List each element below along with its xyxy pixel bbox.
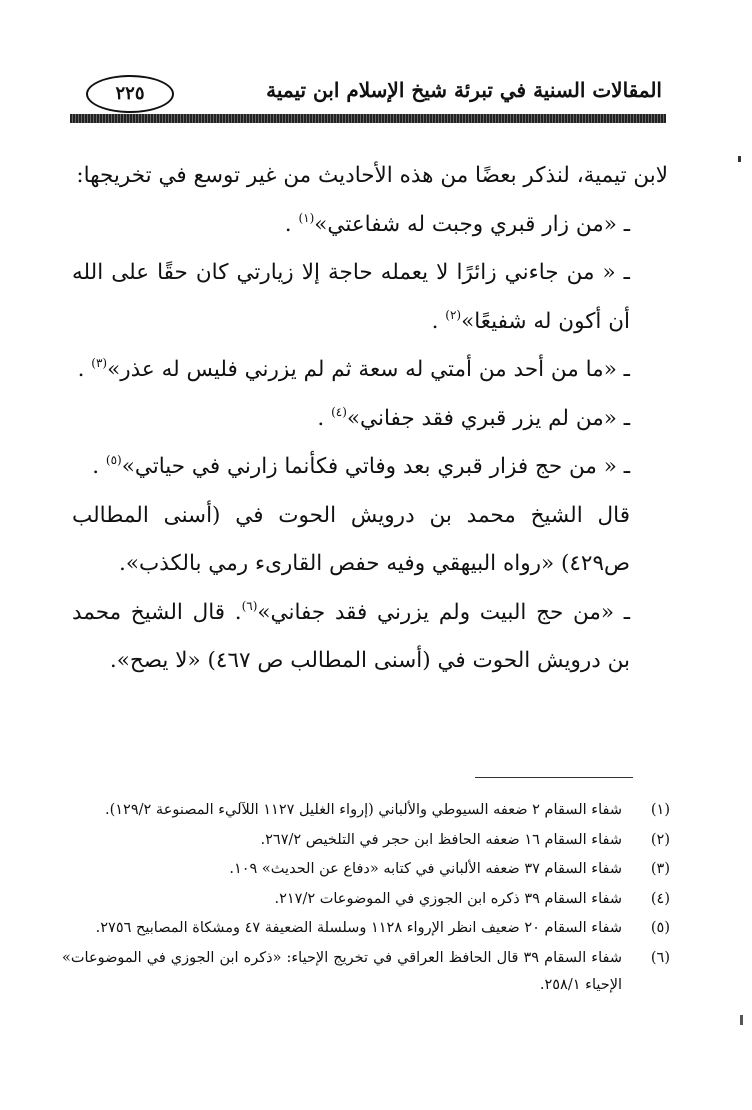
footnote-ref[interactable]: (٢) — [445, 307, 462, 322]
footnote-ref[interactable]: (٣) — [91, 356, 108, 370]
hadith-text: ـ «من زار قبري وجبت له شفاعتي» — [314, 211, 630, 237]
page-number: ٢٢٥ — [86, 75, 174, 113]
footnote-ref[interactable]: (٦) — [241, 598, 258, 613]
footnote-ref[interactable]: (٥) — [105, 453, 122, 467]
footnote-text: شفاء السقام ٢٠ ضعيف انظر الإرواء ١١٢٨ وسلسلة الضعيفة ٤٧ ومشكاة المصابيح ٢٧٥٦. — [95, 920, 622, 936]
hadith-6 — [72, 589, 668, 686]
footnote-number: (٣) — [650, 861, 670, 877]
hadith-text: ـ « من جاءني زائرًا لا يعمله حاجة إلا زيارتي كان حقًا على الله أن أكون له شفيعًا» — [72, 260, 630, 334]
period: . — [92, 454, 100, 479]
footnote-ref[interactable]: (١) — [298, 210, 315, 225]
footnote-number: (٦) — [650, 949, 670, 966]
period: . — [77, 357, 85, 382]
footnote-text: شفاء السقام ٣٩ قال الحافظ العراقي في تخريج الإحياء: «ذكره ابن الجوزي في الموضوعات» الإحياء ٢٥٨/١. — [62, 949, 622, 993]
hadith-5 — [72, 443, 668, 492]
hadith-text: ـ «ما من أحد من أمتي له سعة ثم لم يزرني فليس له عذر» — [107, 357, 630, 382]
footnote-text: شفاء السقام ٣٩ ذكره ابن الجوزي في الموضوعات ٢١٧/٢. — [274, 890, 622, 907]
footnote-item — [62, 827, 670, 855]
footnote-number: (٥) — [650, 920, 670, 936]
period: . — [284, 211, 292, 237]
hadith-text: ـ « من حج فزار قبري بعد وفاتي فكأنما زارني في حياتي» — [121, 454, 630, 479]
footnote-item — [62, 915, 670, 943]
hadith-text: ـ «من حج البيت ولم يزرني فقد جفاني» — [257, 599, 631, 625]
hadith-comment: . قال الشيخ محمد بن درويش الحوت في (أسنى المطالب ص ٤٦٧) «لا يصح». — [72, 599, 630, 673]
footnote-ref[interactable]: (٤) — [331, 404, 347, 419]
footnote-separator — [475, 777, 633, 778]
hadith-2 — [72, 249, 668, 346]
hadith-3 — [72, 346, 668, 395]
header-rule — [70, 114, 666, 123]
footnote-item — [62, 856, 670, 884]
footnote-item — [62, 945, 670, 1000]
footnote-number: (٤) — [650, 890, 670, 907]
footnote-number: (١) — [650, 802, 670, 818]
paragraph: لابن تيمية، لنذكر بعضًا من هذه الأحاديث من غير توسع في تخريجها: — [76, 163, 668, 188]
footnote-number: (٢) — [650, 831, 670, 848]
period: . — [317, 405, 325, 431]
footnote-item — [62, 886, 670, 914]
footnote-text: شفاء السقام ٢ ضعفه السيوطي والألباني (إرواء الغليل ١١٢٧ اللآليء المصنوعة ١٢٩/٢). — [104, 802, 622, 818]
hadith-1 — [72, 201, 668, 250]
footnote-text: شفاء السقام ١٦ ضعفه الحافظ ابن حجر في التلخيص ٢٦٧/٢. — [260, 831, 622, 848]
footnote-item — [62, 797, 670, 825]
book-title: المقالات السنية في تبرئة شيخ الإسلام ابن تيمية — [266, 78, 662, 102]
scan-mark — [738, 156, 741, 162]
footnote-text: شفاء السقام ٣٧ ضعفه الألباني في كتابه «دفاع عن الحديث» ١٠٩. — [229, 861, 622, 877]
scan-mark — [740, 1015, 743, 1025]
paragraph: قال الشيخ محمد بن درويش الحوت في (أسنى المطالب ص٤٢٩) «رواه البيهقي وفيه حفص القارىء رمي بالكذب». — [72, 502, 630, 576]
footnotes — [62, 797, 670, 1002]
body-text — [72, 152, 668, 686]
hadith-4 — [72, 395, 668, 444]
page-header — [70, 72, 666, 118]
hadith-text: ـ «من لم يزر قبري فقد جفاني» — [346, 405, 630, 431]
period: . — [431, 308, 439, 334]
